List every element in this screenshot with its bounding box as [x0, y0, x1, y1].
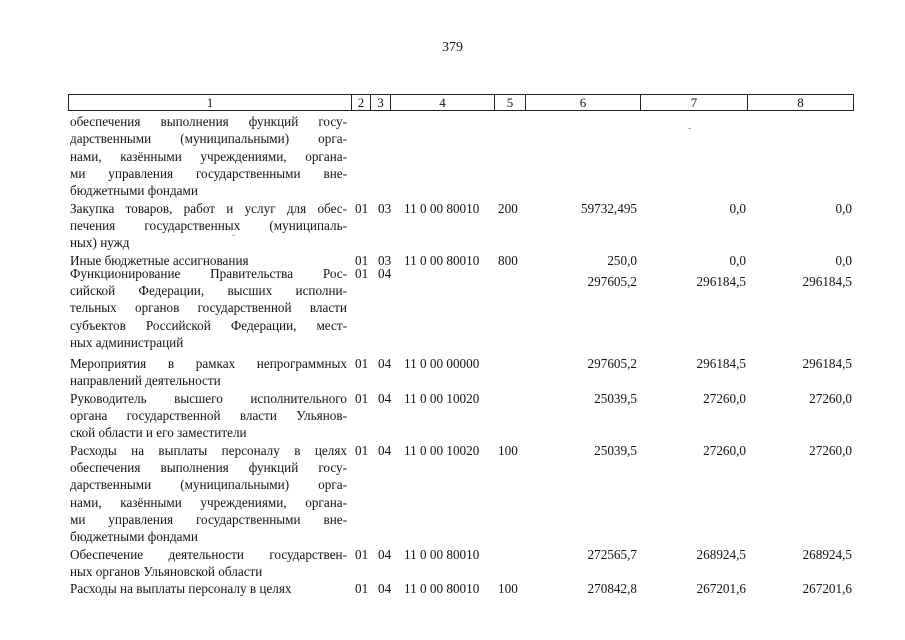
description-line: Расходы на выплаты персоналу в целях: [70, 581, 292, 597]
amount-column-8: 267201,6: [802, 581, 852, 597]
subsection-code: 04: [378, 390, 392, 406]
amount-column-6: 297605,2: [587, 356, 637, 372]
expense-type-code: 800: [498, 253, 518, 269]
subsection-code: 04: [378, 581, 392, 597]
amount-column-7: 267201,6: [696, 581, 746, 597]
subsection-code: 03: [378, 200, 392, 216]
description-line: нами, казёнными учреждениями, органа-: [70, 148, 347, 164]
column-header-2: 2: [352, 95, 371, 110]
amount-column-8: 296184,5: [802, 273, 852, 289]
description-line: ных администраций: [70, 334, 184, 350]
amount-column-8: 27260,0: [809, 390, 852, 406]
section-code: 01: [355, 200, 369, 216]
description-line: органа государственной власти Ульянов-: [70, 408, 347, 424]
column-header-5: 5: [495, 95, 526, 110]
row-description: [70, 546, 347, 581]
description-line: Закупка товаров, работ и услуг для обес-: [70, 200, 347, 216]
description-line: ской области и его заместители: [70, 425, 247, 441]
subsection-code: 04: [378, 546, 392, 562]
column-header-1: 1: [69, 95, 352, 110]
target-article-code: 11 0 00 80010: [404, 546, 480, 562]
target-article-code: 11 0 00 10020: [404, 390, 480, 406]
section-code: 01: [355, 546, 369, 562]
amount-column-6: 25039,5: [594, 390, 637, 406]
row-description: [70, 113, 347, 199]
description-line: ных органов Ульяновской области: [70, 563, 263, 579]
row-description: [70, 355, 347, 390]
amount-column-6: 272565,7: [587, 546, 637, 562]
scan-mark: ˇ: [232, 234, 236, 245]
row-description: [70, 580, 347, 597]
section-code: 01: [355, 356, 369, 372]
section-code: 01: [355, 253, 369, 269]
subsection-code: 04: [378, 265, 392, 281]
scan-mark: -: [688, 123, 692, 134]
description-line: нами, казёнными учреждениями, органа-: [70, 494, 347, 510]
description-line: ми управления государственными вне-: [70, 165, 347, 181]
description-line: Иные бюджетные ассигнования: [70, 253, 249, 269]
target-article-code: 11 0 00 80010: [404, 253, 480, 269]
amount-column-7: 0,0: [729, 200, 746, 216]
column-header-6: 6: [526, 95, 641, 110]
description-line: бюджетными фондами: [70, 183, 198, 199]
subsection-code: 03: [378, 253, 392, 269]
description-line: дарственными (муниципальными) орга-: [70, 477, 347, 493]
description-line: сийской Федерации, высших исполни-: [70, 282, 347, 298]
description-line: бюджетными фондами: [70, 529, 198, 545]
amount-column-6: 270842,8: [587, 581, 637, 597]
row-description: [70, 265, 347, 351]
amount-column-6: 250,0: [607, 253, 637, 269]
row-description: [70, 442, 347, 546]
column-header-8: 8: [797, 95, 804, 110]
expense-type-code: 100: [498, 442, 518, 458]
amount-column-6: 25039,5: [594, 442, 637, 458]
amount-column-7: 296184,5: [696, 356, 746, 372]
amount-column-8: 27260,0: [809, 442, 852, 458]
description-line: Мероприятия в рамках непрограммных: [70, 356, 347, 372]
description-line: Обеспечение деятельности государствен-: [70, 546, 347, 562]
amount-column-8: 296184,5: [802, 356, 852, 372]
column-header-7: 7: [641, 95, 748, 110]
page-number: 379: [442, 40, 463, 55]
description-line: обеспечения выполнения функций госу-: [70, 459, 347, 475]
description-line: тельных органов государственной власти: [70, 300, 347, 316]
target-article-code: 11 0 00 10020: [404, 442, 480, 458]
amount-column-7: 296184,5: [696, 273, 746, 289]
section-code: 01: [355, 265, 369, 281]
description-line: дарственными (муниципальными) орга-: [70, 131, 347, 147]
target-article-code: 11 0 00 00000: [404, 356, 480, 372]
amount-column-8: 268924,5: [802, 546, 852, 562]
section-code: 01: [355, 390, 369, 406]
description-line: направлений деятельности: [70, 373, 221, 389]
amount-column-6: 59732,495: [580, 200, 637, 216]
row-description: [70, 200, 347, 252]
amount-column-8: 0,0: [835, 200, 852, 216]
column-header-3: 3: [371, 95, 391, 110]
section-code: 01: [355, 581, 369, 597]
subsection-code: 04: [378, 356, 392, 372]
description-line: Расходы на выплаты персоналу в целях: [70, 442, 347, 458]
amount-column-7: 27260,0: [703, 390, 746, 406]
amount-column-7: 0,0: [729, 253, 746, 269]
amount-column-6: 297605,2: [587, 273, 637, 289]
amount-column-7: 27260,0: [703, 442, 746, 458]
description-line: ных) нужд: [70, 235, 130, 251]
description-line: печения государственных (муниципаль-: [70, 217, 347, 233]
column-header-4: 4: [391, 95, 495, 110]
amount-column-7: 268924,5: [696, 546, 746, 562]
column-header-row: [68, 94, 854, 111]
description-line: Руководитель высшего исполнительного: [70, 390, 347, 406]
description-line: субъектов Российской Федерации, мест-: [70, 317, 347, 333]
amount-column-8: 0,0: [835, 253, 852, 269]
description-line: ми управления государственными вне-: [70, 511, 347, 527]
expense-type-code: 100: [498, 581, 518, 597]
expense-type-code: 200: [498, 200, 518, 216]
subsection-code: 04: [378, 442, 392, 458]
section-code: 01: [355, 442, 369, 458]
description-line: Функционирование Правительства Рос-: [70, 265, 347, 281]
target-article-code: 11 0 00 80010: [404, 200, 480, 216]
description-line: обеспечения выполнения функций госу-: [70, 114, 347, 129]
row-description: [70, 390, 347, 442]
target-article-code: 11 0 00 80010: [404, 581, 480, 597]
